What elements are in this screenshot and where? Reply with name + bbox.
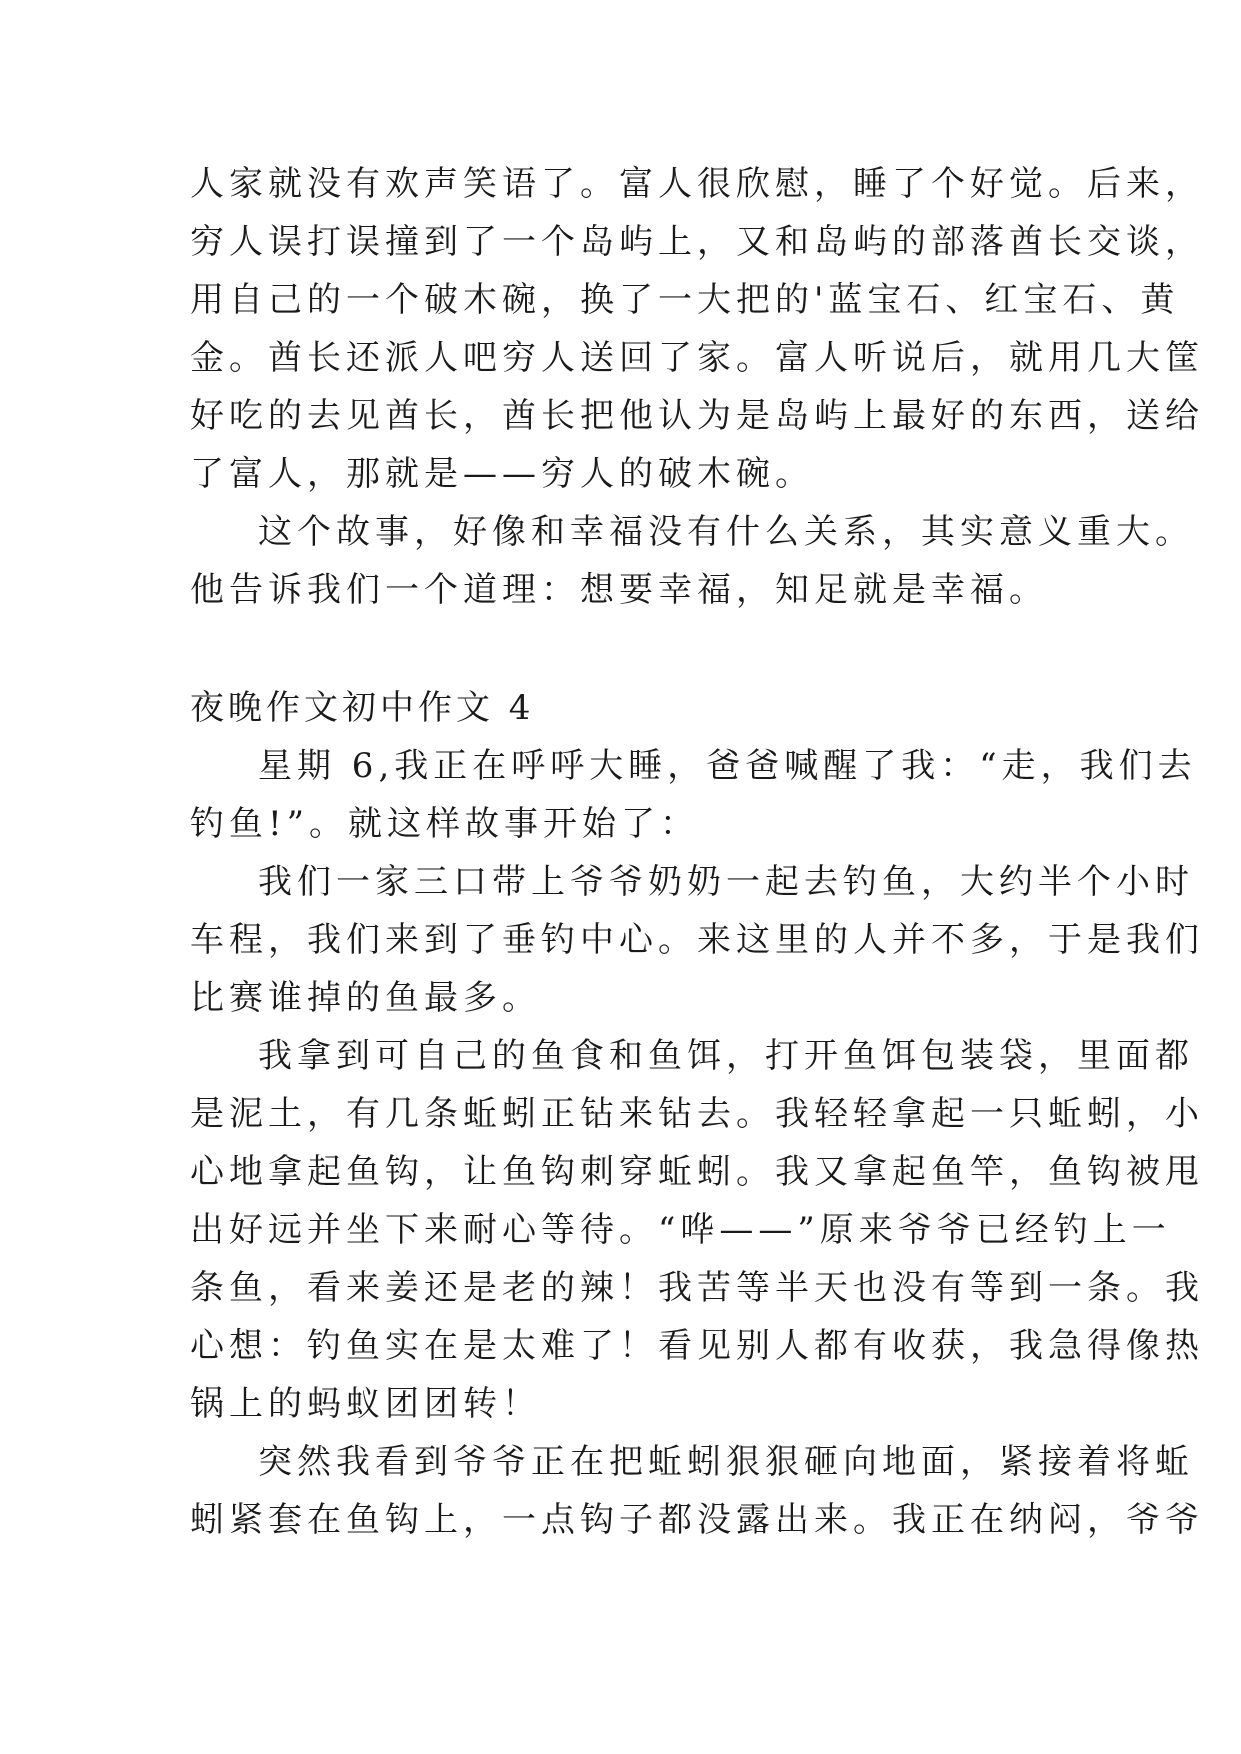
text-line: 突然我看到爷爷正在把蚯蚓狠狠砸向地面，紧接着将蚯 <box>258 1442 1194 1482</box>
text-line: 比赛谁掉的鱼最多。 <box>190 978 541 1018</box>
text-line: 这个故事，好像和幸福没有什么关系，其实意义重大。 <box>258 512 1194 552</box>
text-line: 星期 6,我正在呼呼大睡，爸爸喊醒了我：“走，我们去 <box>258 746 1197 786</box>
text-line: 穷人误打误撞到了一个岛屿上，又和岛屿的部落酋长交谈， <box>190 222 1204 262</box>
text-line: 人家就没有欢声笑语了。富人很欣慰，睡了个好觉。后来， <box>190 164 1204 204</box>
text-line: 心地拿起鱼钩，让鱼钩刺穿蚯蚓。我又拿起鱼竿，鱼钩被甩 <box>190 1152 1204 1192</box>
text-line: 心想：钓鱼实在是太难了！看见别人都有收获，我急得像热 <box>190 1326 1204 1366</box>
text-line: 用自己的一个破木碗，换了一大把的'蓝宝石、红宝石、黄 <box>190 280 1180 320</box>
text-line: 他告诉我们一个道理：想要幸福，知足就是幸福。 <box>190 570 1048 610</box>
text-line: 出好远并坐下来耐心等待。“哗——”原来爷爷已经钓上一 <box>190 1210 1171 1250</box>
text-line: 钓鱼!”。就这样故事开始了： <box>190 804 700 844</box>
text-line: 是泥土，有几条蚯蚓正钻来钻去。我轻轻拿起一只蚯蚓，小 <box>190 1094 1204 1134</box>
text-line: 我们一家三口带上爷爷奶奶一起去钓鱼，大约半个小时 <box>258 862 1194 902</box>
text-line: 蚓紧套在鱼钩上，一点钩子都没露出来。我正在纳闷，爷爷 <box>190 1500 1204 1540</box>
text-line: 好吃的去见酋长，酋长把他认为是岛屿上最好的东西，送给 <box>190 396 1204 436</box>
text-line: 条鱼，看来姜还是老的辣！我苦等半天也没有等到一条。我 <box>190 1268 1204 1308</box>
section-heading: 夜晚作文初中作文 4 <box>190 688 535 728</box>
text-line: 金。酋长还派人吧穷人送回了家。富人听说后，就用几大筐 <box>190 338 1204 378</box>
text-line: 锅上的蚂蚁团团转！ <box>190 1384 541 1424</box>
text-line: 车程，我们来到了垂钓中心。来这里的人并不多，于是我们 <box>190 920 1204 960</box>
text-line: 了富人，那就是——穷人的破木碗。 <box>190 454 814 494</box>
text-line: 我拿到可自己的鱼食和鱼饵，打开鱼饵包装袋，里面都 <box>258 1036 1194 1076</box>
